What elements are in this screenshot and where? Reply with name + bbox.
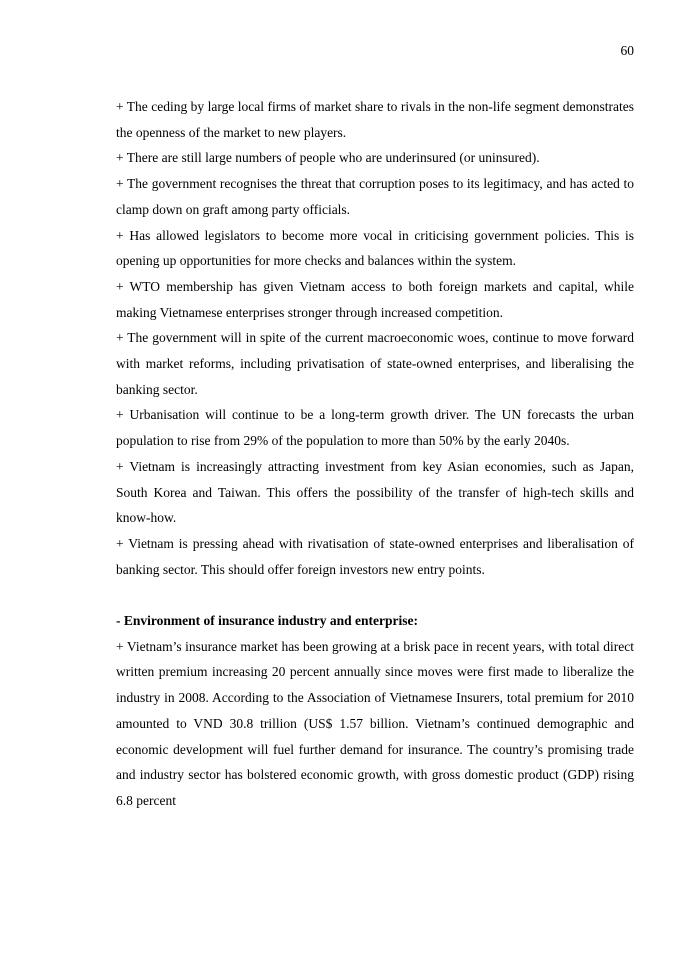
paragraph-market-reforms: + The government will in spite of the current macroeconomic woes, continue to move forward with market reforms, including privatisation of state-owned enterprises, and liberalising the banking sector. (116, 330, 634, 397)
page-number: 60 (620, 43, 634, 58)
paragraph-corruption: + The government recognises the threat that corruption poses to its legitimacy, and has acted to clamp down on graft among party officials. (116, 176, 634, 217)
paragraph-wto: + WTO membership has given Vietnam access to both foreign markets and capital, while making Vietnamese enterprises stronger through increased competition. (116, 278, 634, 320)
document-body (116, 94, 634, 814)
paragraph-asian-investment: + Vietnam is increasingly attracting investment from key Asian economies, such as Japan, South Korea and Taiwan. This offers the possibility of the transfer of high-tech skills and know-how. (116, 458, 634, 526)
paragraph-spacer (116, 582, 634, 608)
paragraph-legislators: + Has allowed legislators to become more vocal in criticising government policies. This is opening up opportunities for more checks and balances within the system. (116, 227, 634, 269)
paragraph-insurance-market: + Vietnam’s insurance market has been growing at a brisk pace in recent years, with total direct written premium increasing 20 percent annually since moves were first made to liberalize the industry in 2008. According to the Association of Vietnamese Insurers, total premium for 2010 amounted to VND 30.8 trillion (US$ 1.57 billion. Vietnam’s continued demographic and economic development will fuel further demand for insurance. The country’s promising trade and industry sector has bolstered economic growth, with gross domestic product (GDP) rising 6.8 percent (116, 638, 634, 808)
paragraph-underinsured: + There are still large numbers of people who are underinsured (or uninsured). (116, 150, 540, 166)
paragraph-urbanisation: + Urbanisation will continue to be a long-term growth driver. The UN forecasts the urban population to rise from 29% of the population to more than 50% by the early 2040s. (116, 407, 634, 449)
section-heading: - Environment of insurance industry and enterprise: (116, 613, 419, 629)
paragraph-market-openness: + The ceding by large local firms of market share to rivals in the non-life segment demonstrates the openness of the market to new players. (116, 99, 634, 140)
paragraph-privatisation: + Vietnam is pressing ahead with rivatisation of state-owned enterprises and liberalisation of banking sector. This should offer foreign investors new entry points. (116, 535, 634, 577)
